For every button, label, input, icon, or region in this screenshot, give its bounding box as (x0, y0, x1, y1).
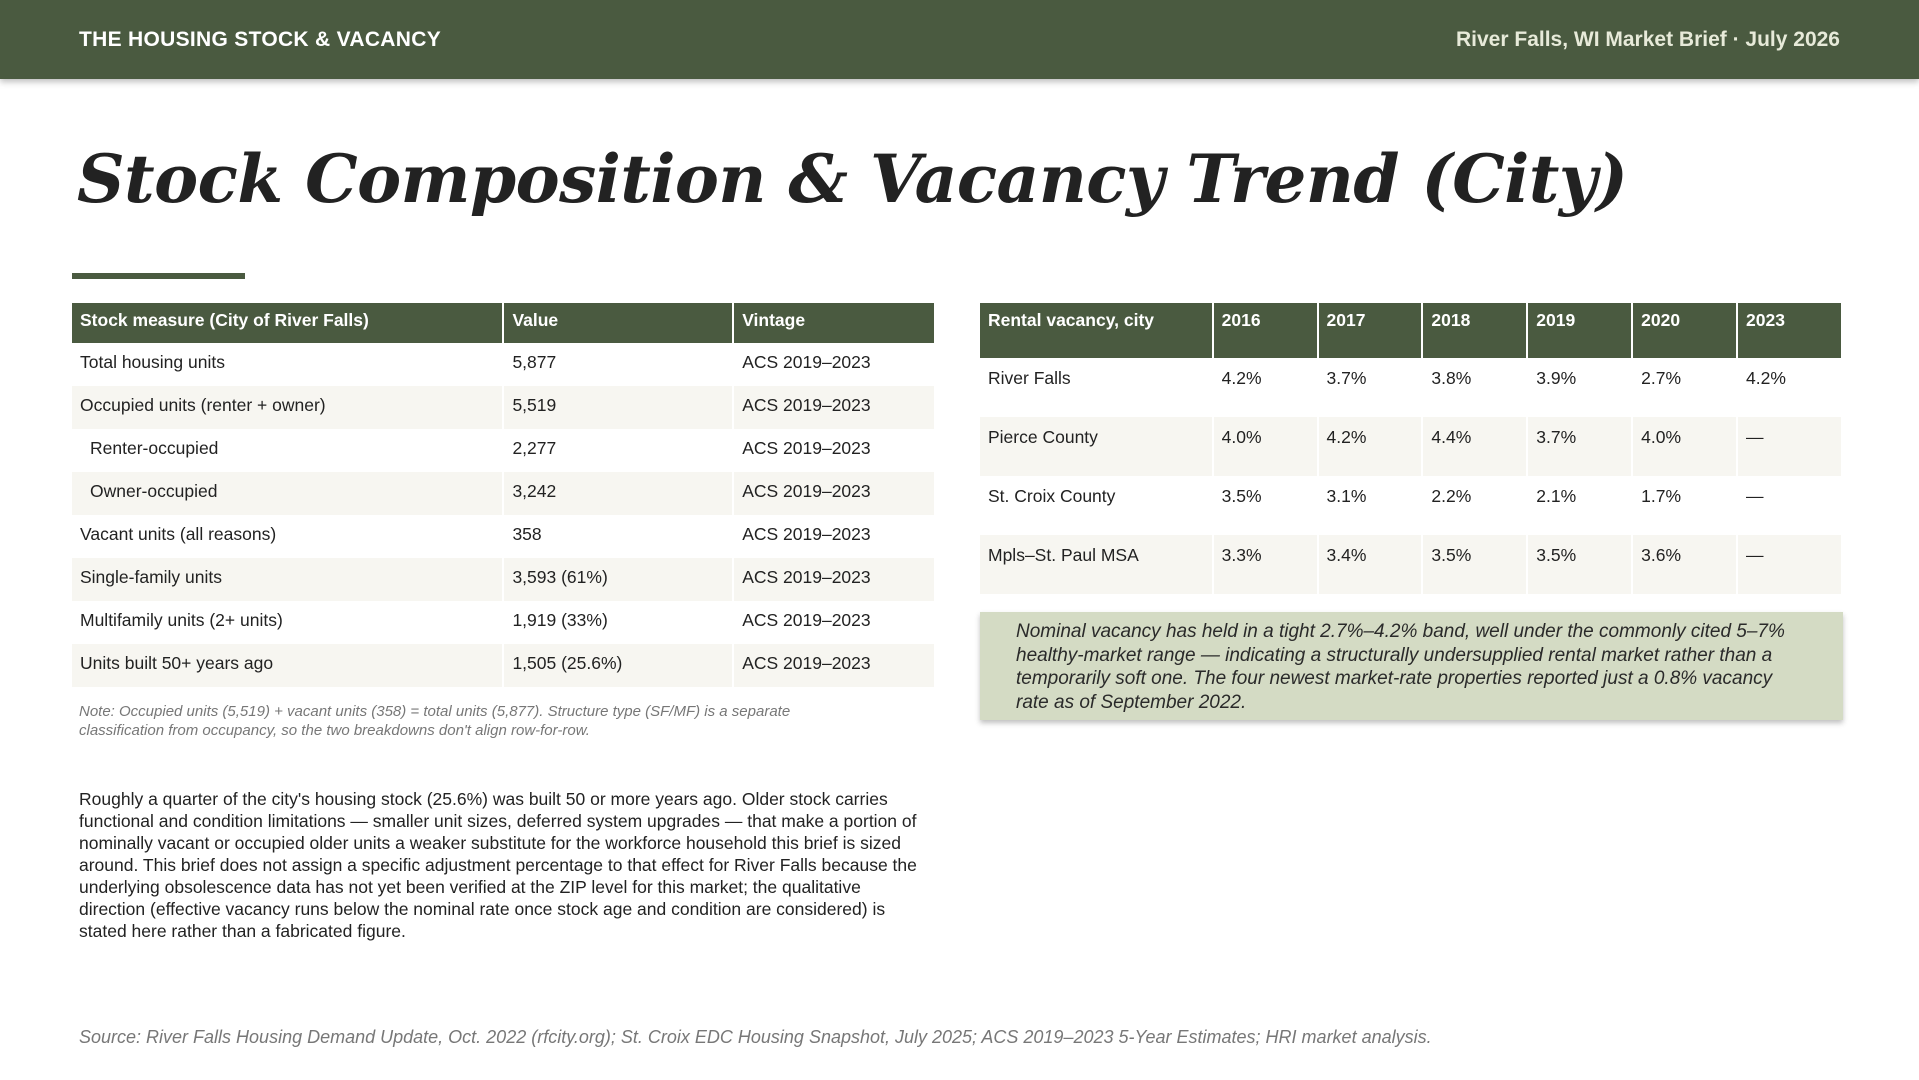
header-bar (0, 0, 1919, 79)
table-row (980, 476, 1842, 535)
vacancy-value: 3.1% (1318, 476, 1423, 535)
vacancy-value: 3.5% (1213, 476, 1318, 535)
section-label: THE HOUSING STOCK & VACANCY (79, 28, 442, 51)
stock-header-measure: Stock measure (City of River Falls) (72, 303, 503, 343)
stock-value: 3,593 (61%) (503, 558, 733, 601)
stock-measure: Renter-occupied (72, 429, 503, 472)
vacancy-value: 4.2% (1318, 417, 1423, 476)
source-citation: Source: River Falls Housing Demand Update, Oct. 2022 (rfcity.org); St. Croix EDC Housing Snapshot, July 2025; ACS 2019–2023 5-Year Estimates; HRI market analysis. (79, 1027, 1432, 1047)
stock-measure: Multifamily units (2+ units) (72, 601, 503, 644)
table-row (72, 644, 935, 687)
vacancy-table (980, 303, 1843, 594)
obsolescence-paragraph: Roughly a quarter of the city's housing stock (25.6%) was built 50 or more years ago. Older stock carries functional and condition limitations — smaller unit sizes, deferred system upgrades — that make a portion of nominally vacant or occupied older units a weaker substitute for the workforce household this brief is sized around. This brief does not assign a specific adjustment percentage to that effect for River Falls because the underlying obsolescence data has not yet been verified at the ZIP level for this market; the qualitative direction (effective vacancy runs below the nominal rate once stock age and condition are considered) is stated here rather than a fabricated figure. (79, 789, 917, 941)
vacancy-area: River Falls (980, 358, 1213, 417)
vacancy-header-year: 2020 (1632, 303, 1737, 358)
stock-measure: Vacant units (all reasons) (72, 515, 503, 558)
stock-value: 5,877 (503, 343, 733, 386)
title-accent-rule (72, 273, 245, 279)
stock-vintage: ACS 2019–2023 (733, 472, 935, 515)
stock-vintage: ACS 2019–2023 (733, 386, 935, 429)
vacancy-value: 4.2% (1737, 358, 1842, 417)
vacancy-value: 3.9% (1527, 358, 1632, 417)
table-note: Note: Occupied units (5,519) + vacant units (358) = total units (5,877). Structure type (SF/MF) is a separate classification from occupancy, so the two breakdowns don't align row-for-row. (79, 703, 791, 739)
vacancy-value: 3.3% (1213, 535, 1318, 594)
vacancy-value: — (1737, 417, 1842, 476)
vacancy-value: 3.6% (1632, 535, 1737, 594)
stock-table-header-row (72, 303, 935, 343)
stock-vintage: ACS 2019–2023 (733, 343, 935, 386)
vacancy-value: 4.0% (1213, 417, 1318, 476)
vacancy-header-year: 2019 (1527, 303, 1632, 358)
vacancy-header-year: 2016 (1213, 303, 1318, 358)
vacancy-area: St. Croix County (980, 476, 1213, 535)
vacancy-value: 2.7% (1632, 358, 1737, 417)
vacancy-value: 3.4% (1318, 535, 1423, 594)
stock-measure: Total housing units (72, 343, 503, 386)
vacancy-value: 3.5% (1527, 535, 1632, 594)
vacancy-area: Pierce County (980, 417, 1213, 476)
table-row (72, 386, 935, 429)
vacancy-header-area: Rental vacancy, city (980, 303, 1213, 358)
table-row (72, 429, 935, 472)
vacancy-value: 3.7% (1527, 417, 1632, 476)
vacancy-value: 3.8% (1422, 358, 1527, 417)
vacancy-value: — (1737, 476, 1842, 535)
vacancy-value: 3.5% (1422, 535, 1527, 594)
table-row (72, 601, 935, 644)
stock-vintage: ACS 2019–2023 (733, 558, 935, 601)
page-title: Stock Composition & Vacancy Trend (City) (77, 140, 1628, 218)
stock-vintage: ACS 2019–2023 (733, 601, 935, 644)
stock-value: 1,505 (25.6%) (503, 644, 733, 687)
stock-header-vintage: Vintage (733, 303, 935, 343)
vacancy-value: 4.0% (1632, 417, 1737, 476)
stock-measure: Single-family units (72, 558, 503, 601)
vacancy-header-year: 2018 (1422, 303, 1527, 358)
vacancy-table-header-row (980, 303, 1842, 358)
vacancy-value: 4.4% (1422, 417, 1527, 476)
vacancy-value: — (1737, 535, 1842, 594)
table-row (72, 515, 935, 558)
vacancy-value: 2.1% (1527, 476, 1632, 535)
vacancy-callout: Nominal vacancy has held in a tight 2.7%–4.2% band, well under the commonly cited 5–7% healthy-market range — indicating a structurally undersupplied rental market rather than a temporarily soft one. The four newest market-rate properties reported just a 0.8% vacancy rate as of September 2022. (980, 612, 1843, 720)
brief-label: River Falls, WI Market Brief · July 2026 (1456, 28, 1840, 51)
vacancy-value: 4.2% (1213, 358, 1318, 417)
table-row (980, 417, 1842, 476)
stock-measure: Owner-occupied (72, 472, 503, 515)
stock-measure: Units built 50+ years ago (72, 644, 503, 687)
stock-value: 3,242 (503, 472, 733, 515)
vacancy-value: 1.7% (1632, 476, 1737, 535)
stock-value: 1,919 (33%) (503, 601, 733, 644)
stock-value: 358 (503, 515, 733, 558)
stock-header-value: Value (503, 303, 733, 343)
stock-vintage: ACS 2019–2023 (733, 429, 935, 472)
stock-vintage: ACS 2019–2023 (733, 515, 935, 558)
stock-table (72, 303, 936, 687)
vacancy-value: 3.7% (1318, 358, 1423, 417)
stock-value: 5,519 (503, 386, 733, 429)
table-row (980, 358, 1842, 417)
table-row (980, 535, 1842, 594)
stock-vintage: ACS 2019–2023 (733, 644, 935, 687)
table-row (72, 558, 935, 601)
vacancy-header-year: 2023 (1737, 303, 1842, 358)
vacancy-value: 2.2% (1422, 476, 1527, 535)
table-row (72, 343, 935, 386)
vacancy-area: Mpls–St. Paul MSA (980, 535, 1213, 594)
stock-value: 2,277 (503, 429, 733, 472)
stock-measure: Occupied units (renter + owner) (72, 386, 503, 429)
vacancy-header-year: 2017 (1318, 303, 1423, 358)
table-row (72, 472, 935, 515)
